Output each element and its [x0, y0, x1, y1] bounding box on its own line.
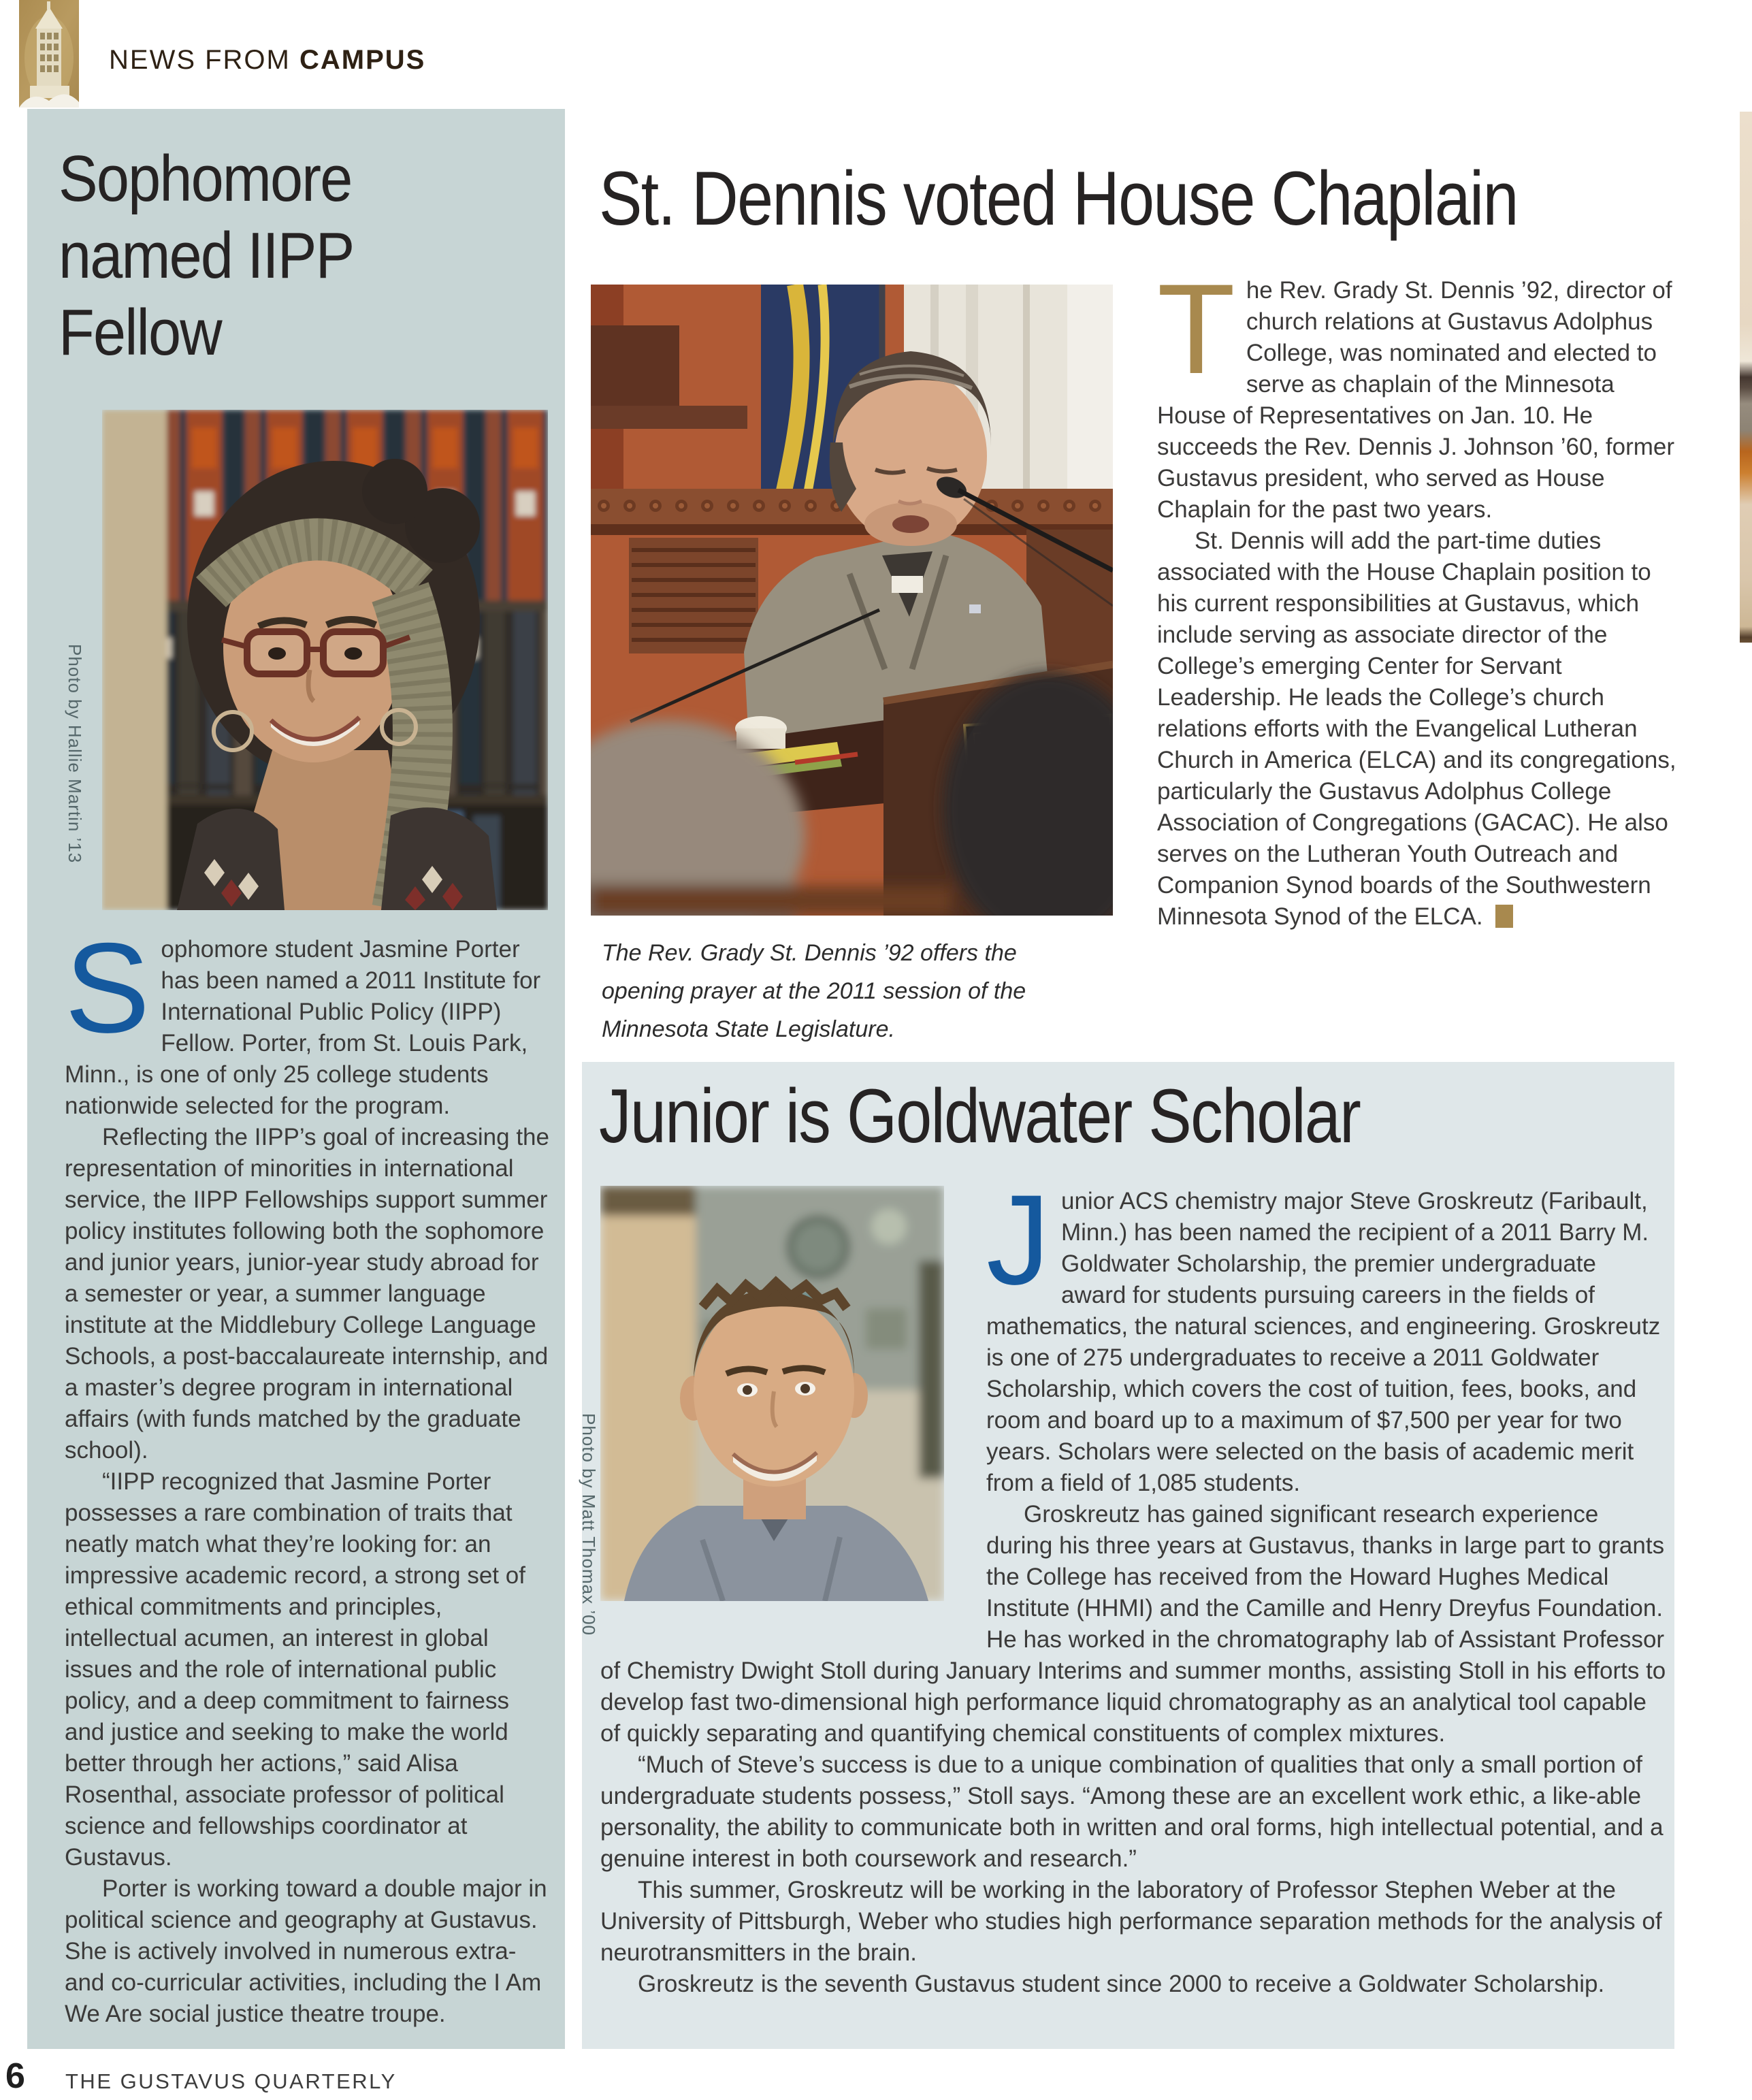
article-paragraph: “Much of Steve’s success is due to a unique combination of qualities that only a small portion of undergraduate students possess,” Stoll says. “Among these are an excellent work ethic, a like-able personality, the ability to communicate both in written and oral forms, high intellectual potential, and a genuine interest in both coursework and research.”: [600, 1751, 1664, 1872]
goldwater-article-headline: Junior is Goldwater Scholar: [599, 1073, 1361, 1159]
article-paragraph: Junior ACS chemistry major Steve Groskreutz (Faribault, Minn.) has been named the recipient of a 2011 Barry M. Goldwater Scholarship, the premier undergraduate award for students pursuing careers in the fields of mathematics, the natural sciences, and engineering. Groskreutz is one of 275 undergraduates to receive a 2011 Goldwater Scholarship, which covers the cost of tuition, fees, books, and room and board up to a maximum of $7,500 per year for two years. Scholars were selected on the basis of academic merit from a field of 1,085 students.: [986, 1168, 1661, 1496]
iipp-article-title: [59, 140, 353, 371]
iipp-article-body: [65, 916, 551, 2030]
article-paragraph: Sophomore student Jasmine Porter has been named a 2011 Institute for International Public Policy (IIPP) Fellow. Porter, from St. Louis Park, Minn., is one of only 25 college students nationwide selected for the program.: [65, 916, 541, 1119]
article-paragraph: St. Dennis will add the part-time duties associated with the House Chaplain position to his current responsibilities at Gustavus, which include serving as associate director of the College’s emerging Center for Servant Leadership. He leads the College’s church relations efforts with the Evangelical Lutheran Church in America (ELCA) and its congregations, particularly the Gustavus Adolphus College Association of Congregations (GACAC). He also serves on the Lutheran Youth Outreach and Companion Synod boards of the Southwestern Minnesota Synod of the ELCA.: [1157, 528, 1676, 930]
chaplain-photo-caption: The Rev. Grady St. Dennis ’92 offers the opening prayer at the 2011 session of the Minnesota State Legislature.: [602, 940, 1026, 1042]
tower-icon: [19, 0, 79, 108]
article-paragraph: This summer, Groskreutz will be working in the laboratory of Professor Stephen Weber at the University of Pittsburgh, Weber who studies high performance separation methods for the analysis of neurotransmitters in the brain.: [600, 1877, 1662, 1966]
article-paragraph: Reflecting the IIPP’s goal of increasing the representation of minorities in international service, the IIPP Fellowships support summer policy institutes following both the sophomore and junior years, junior-year study abroad for a semester or year, a summer language institute at the Middlebury College Language Schools, a post-baccalaureate internship, and a master’s degree program in international affairs (with funds matched by the graduate school).: [65, 1124, 549, 1464]
scholar-portrait-photo: [600, 1186, 944, 1601]
photo-credit: Photo by Matt Thomax ’00: [579, 1413, 599, 1636]
article-paragraph: Groskreutz has gained significant research experience during his three years at Gustavus, thanks in large part to grants the College has received from the Howard Hughes Medical Institute (HHMI) and the Camille and Henry Dreyfus Foundation. He has worked in the chromatography lab of Assistant Professor of Chemistry Dwight Stoll during January Interims and summer months, assisting Stoll in his efforts to develop fast two-dimensional high performance liquid chromatography as an analytical tool capable of quickly separating and quantifying chemical constituents of complex mixtures.: [600, 1501, 1666, 1747]
section-label-bold: CAMPUS: [299, 45, 426, 75]
chaplain-article-headline: St. Dennis voted House Chaplain: [599, 156, 1518, 241]
adjacent-page-edge: [1740, 112, 1752, 643]
chaplain-article-body: [1157, 257, 1683, 933]
end-of-article-marker: [1495, 905, 1513, 928]
article-paragraph: The Rev. Grady St. Dennis ’92, director of church relations at Gustavus Adolphus College, was nominated and elected to serve as chaplain of the Minnesota House of Representatives on Jan. 10. He succeeds the Rev. Dennis J. Johnson ’60, former Gustavus president, who served as House Chaplain for the past two years.: [1157, 257, 1675, 523]
student-portrait-photo: [102, 410, 548, 910]
photo-credit: Photo by Hallie Martin ’13: [65, 644, 85, 864]
goldwater-article-body: [600, 1168, 1668, 2000]
section-label: [109, 45, 425, 76]
chaplain-photo: [591, 285, 1113, 916]
article-paragraph: Porter is working toward a double major in political science and geography at Gustavus. She is actively involved in numerous extra- and co-curricular activities, including the I Am We Are social justice theatre troupe.: [65, 1875, 547, 2027]
article-paragraph: Groskreutz is the seventh Gustavus student since 2000 to receive a Goldwater Scholarship.: [638, 1971, 1605, 1997]
section-label-normal: NEWS FROM: [109, 45, 299, 75]
iipp-title-line: Fellow: [59, 296, 221, 369]
iipp-title-line: Sophomore: [59, 142, 352, 215]
dropcap-letter: J: [986, 1168, 1050, 1311]
dropcap-letter: T: [1157, 257, 1235, 400]
iipp-title-line: named IIPP: [59, 219, 354, 292]
page-number: 6: [5, 2056, 25, 2096]
footer-magazine-title: THE GUSTAVUS QUARTERLY: [65, 2069, 397, 2093]
masthead-logo: [19, 0, 79, 108]
article-paragraph: “IIPP recognized that Jasmine Porter possesses a rare combination of traits that neatly match what they’re looking for: an impressive academic record, a strong set of ethical commitments and principles, intellectual acumen, an interest in global issues and the role of international public policy, and a deep commitment to fairness and justice and seeking to make the world better through her actions,” said Alisa Rosenthal, associate professor of political science and fellowships coordinator at Gustavus.: [65, 1468, 525, 1871]
dropcap-letter: S: [65, 916, 150, 1059]
